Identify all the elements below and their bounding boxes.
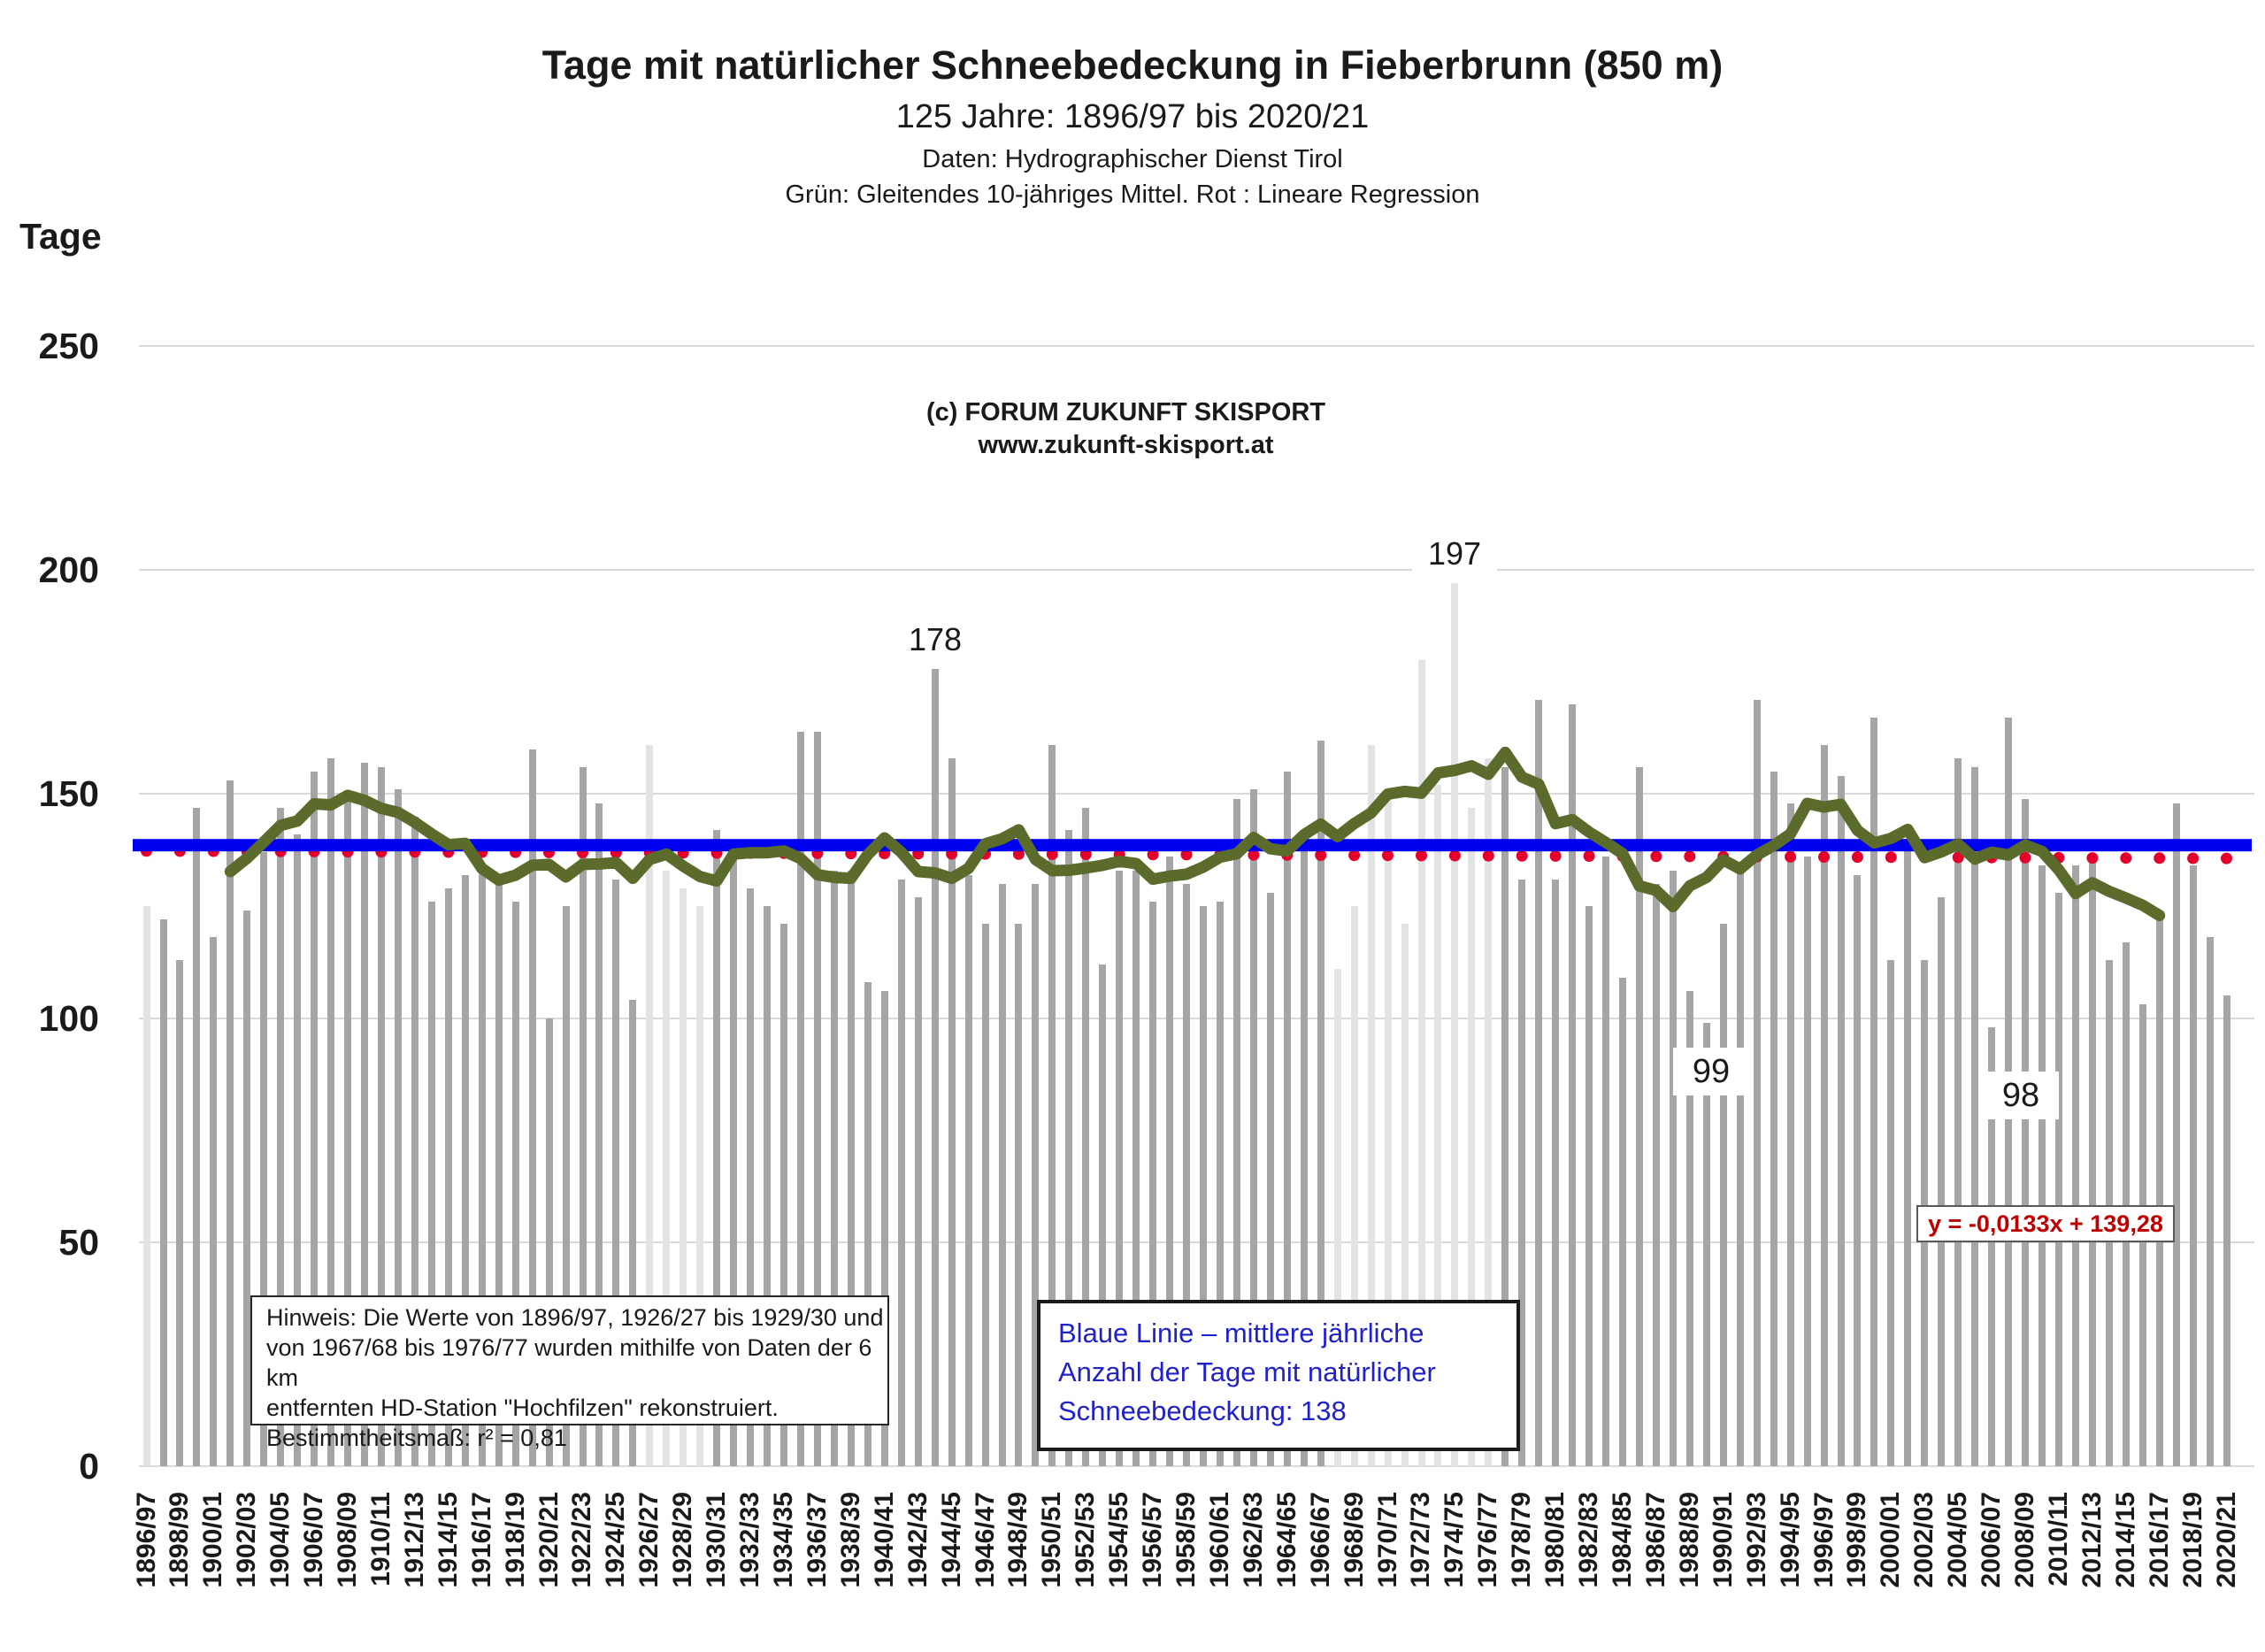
x-tick-label-1966/67: 1966/67 xyxy=(1305,1492,1335,1588)
note-line: Hinweis: Die Werte von 1896/97, 1926/27 bis 1929/30 und xyxy=(266,1304,884,1331)
bar-1992/93 xyxy=(1754,700,1761,1466)
bar-1899/00 xyxy=(193,808,200,1466)
x-tick-label-1926/27: 1926/27 xyxy=(634,1492,664,1588)
x-tick-label-1956/57: 1956/57 xyxy=(1138,1492,1168,1588)
bar-2017/18 xyxy=(2173,803,2180,1467)
note-box xyxy=(250,1295,889,1451)
regression-dot xyxy=(1114,849,1125,860)
bar-1897/98 xyxy=(160,919,167,1466)
x-tick-label-1898/99: 1898/99 xyxy=(165,1492,195,1588)
regression-dot xyxy=(543,847,555,858)
x-tick-label-1982/83: 1982/83 xyxy=(1574,1492,1604,1588)
bar-1984/85 xyxy=(1619,978,1626,1466)
regression-dot xyxy=(678,847,689,858)
x-tick-label-2008/09: 2008/09 xyxy=(2010,1492,2040,1588)
bar-1900/01 xyxy=(210,937,217,1466)
bar-1944/45 xyxy=(948,758,956,1466)
regression-dot xyxy=(2221,853,2232,864)
x-tick-label-1906/07: 1906/07 xyxy=(299,1492,329,1588)
bar-1943/44 xyxy=(932,669,939,1466)
x-tick-label-2016/17: 2016/17 xyxy=(2144,1492,2174,1588)
mean-line-legend-box xyxy=(1037,1300,1520,1451)
x-tick-label-1912/13: 1912/13 xyxy=(399,1492,429,1588)
annotation-178: 178 xyxy=(893,621,978,658)
copyright-url: www.zukunft-skisport.at xyxy=(978,431,1274,459)
x-tick-label-2010/11: 2010/11 xyxy=(2043,1492,2073,1587)
regression-dot xyxy=(1684,850,1695,862)
x-tick-label-2004/05: 2004/05 xyxy=(1943,1492,1973,1588)
regression-dot xyxy=(610,847,622,858)
annotation-98: 98 xyxy=(1983,1072,2059,1119)
x-tick-label-1978/79: 1978/79 xyxy=(1507,1492,1537,1588)
x-tick-label-1914/15: 1914/15 xyxy=(433,1492,463,1588)
x-tick-label-1968/69: 1968/69 xyxy=(1339,1492,1369,1588)
x-tick-label-1918/19: 1918/19 xyxy=(500,1492,530,1588)
x-tick-label-1976/77: 1976/77 xyxy=(1473,1492,1503,1588)
chart-subtitle: 125 Jahre: 1896/97 bis 2020/21 xyxy=(895,98,1370,135)
x-tick-label-1954/55: 1954/55 xyxy=(1104,1492,1134,1588)
regression-dot xyxy=(979,849,991,860)
page-title: Tage mit natürlicher Schneebedeckung in Fieberbrunn (850 m) xyxy=(541,42,1724,88)
x-tick-label-1932/33: 1932/33 xyxy=(735,1492,765,1588)
bar-2005/06 xyxy=(1971,767,1978,1466)
regression-dot xyxy=(476,847,488,858)
bar-1997/98 xyxy=(1838,776,1845,1466)
data-source-line: Daten: Hydrographischer Dienst Tirol xyxy=(922,145,1343,173)
regression-dot xyxy=(141,845,152,857)
copyright-block xyxy=(0,396,2252,462)
x-tick-label-1980/81: 1980/81 xyxy=(1540,1492,1570,1588)
regression-dot xyxy=(1986,852,1998,864)
regression-dot xyxy=(1148,849,1159,860)
regression-dot xyxy=(1214,849,1225,861)
x-tick-label-1938/39: 1938/39 xyxy=(835,1492,865,1588)
bar-1941/42 xyxy=(898,880,905,1466)
x-tick-label-1928/29: 1928/29 xyxy=(668,1492,698,1588)
legend-line: Schneebedeckung: 138 xyxy=(1058,1395,1347,1426)
bar-2011/12 xyxy=(2072,865,2079,1466)
bar-2014/15 xyxy=(2123,942,2130,1467)
legend-line: Anzahl der Tage mit natürlicher xyxy=(1058,1356,1436,1387)
note-line: entfernten HD-Station "Hochfilzen" rekonstruiert. xyxy=(266,1395,779,1421)
bar-2003/04 xyxy=(1938,897,1945,1466)
regression-dot xyxy=(242,846,253,857)
legend-line: Blaue Linie – mittlere jährliche xyxy=(1058,1318,1424,1348)
x-tick-label-1930/31: 1930/31 xyxy=(702,1492,732,1588)
regression-dot xyxy=(1885,851,1897,863)
x-tick-label-2000/01: 2000/01 xyxy=(1876,1492,1906,1588)
regression-dot xyxy=(1516,850,1528,862)
regression-dot xyxy=(2154,852,2165,864)
y-tick-label: 100 xyxy=(38,997,99,1039)
x-tick-label-1984/85: 1984/85 xyxy=(1607,1492,1637,1588)
bar-1991/92 xyxy=(1737,865,1744,1466)
regression-dot xyxy=(2120,852,2131,864)
regression-dot xyxy=(845,848,856,859)
bar-1995/96 xyxy=(1804,857,1811,1466)
regression-dot xyxy=(1650,850,1662,862)
x-tick-label-1988/89: 1988/89 xyxy=(1674,1492,1704,1588)
y-tick-label: 50 xyxy=(58,1221,99,1263)
regression-dot xyxy=(1584,850,1595,862)
regression-dot xyxy=(208,846,219,857)
bar-1987/88 xyxy=(1670,871,1677,1467)
x-tick-label-2006/07: 2006/07 xyxy=(1977,1492,2007,1588)
bar-1982/83 xyxy=(1586,906,1593,1466)
x-tick-label-1994/95: 1994/95 xyxy=(1775,1492,1805,1588)
x-tick-label-1944/45: 1944/45 xyxy=(936,1492,966,1588)
x-tick-label-1936/37: 1936/37 xyxy=(802,1492,832,1588)
regression-dot xyxy=(1181,849,1193,860)
gridline-y-150 xyxy=(139,793,2254,795)
x-tick-label-1946/47: 1946/47 xyxy=(970,1492,1000,1588)
regression-dot xyxy=(779,848,790,859)
annotation-197: 197 xyxy=(1412,535,1497,572)
mean-line xyxy=(133,839,2252,851)
x-tick-label-1904/05: 1904/05 xyxy=(265,1492,296,1588)
bar-2009/10 xyxy=(2038,865,2046,1466)
note-line: Bestimmtheitsmaß: r² = 0,81 xyxy=(266,1425,567,1451)
x-tick-label-1896/97: 1896/97 xyxy=(131,1492,161,1588)
x-tick-label-1948/49: 1948/49 xyxy=(1003,1492,1033,1588)
bar-1993/94 xyxy=(1770,772,1777,1466)
regression-dot xyxy=(879,848,890,859)
x-tick-label-1934/35: 1934/35 xyxy=(768,1492,798,1588)
x-tick-label-1970/71: 1970/71 xyxy=(1372,1492,1402,1588)
regression-dot xyxy=(1617,850,1629,862)
x-tick-label-2002/03: 2002/03 xyxy=(1909,1492,1939,1588)
regression-equation-label: y = -0,0133x + 139,28 xyxy=(1916,1205,2175,1242)
bar-1981/82 xyxy=(1569,704,1576,1466)
regression-dot xyxy=(2187,853,2199,864)
bar-1901/02 xyxy=(226,780,234,1466)
bar-2018/19 xyxy=(2190,865,2197,1466)
x-tick-label-1992/93: 1992/93 xyxy=(1741,1492,1771,1588)
x-tick-label-1924/25: 1924/25 xyxy=(601,1492,631,1588)
series-legend-line: Grün: Gleitendes 10-jähriges Mittel. Rot : Lineare Regression xyxy=(785,181,1480,209)
bar-2000/01 xyxy=(1887,960,1894,1466)
y-tick-label: 250 xyxy=(38,326,99,366)
bar-1990/91 xyxy=(1720,924,1727,1466)
bar-1985/86 xyxy=(1636,767,1643,1466)
bar-1947/48 xyxy=(999,884,1006,1466)
x-tick-label-1942/43: 1942/43 xyxy=(902,1492,933,1588)
x-tick-label-1972/73: 1972/73 xyxy=(1406,1492,1436,1588)
bar-1979/80 xyxy=(1535,700,1542,1466)
regression-dot xyxy=(1550,850,1562,862)
note-line: von 1967/68 bis 1976/77 wurden mithilfe von Daten der 6 km xyxy=(266,1334,872,1391)
x-tick-label-1900/01: 1900/01 xyxy=(198,1492,228,1588)
x-tick-label-2014/15: 2014/15 xyxy=(2110,1492,2140,1588)
copyright-text: (c) FORUM ZUKUNFT SKISPORT xyxy=(925,398,1326,426)
x-tick-label-1910/11: 1910/11 xyxy=(365,1492,395,1587)
bar-1942/43 xyxy=(915,897,922,1466)
x-tick-label-1940/41: 1940/41 xyxy=(869,1492,899,1588)
x-tick-label-2018/19: 2018/19 xyxy=(2177,1492,2207,1588)
x-tick-label-1986/87: 1986/87 xyxy=(1640,1492,1670,1588)
annotation-99: 99 xyxy=(1673,1048,1749,1095)
x-tick-label-1952/53: 1952/53 xyxy=(1071,1492,1101,1588)
bar-2012/13 xyxy=(2089,861,2096,1466)
regression-dot xyxy=(1717,851,1729,863)
x-tick-label-2020/21: 2020/21 xyxy=(2211,1492,2241,1588)
x-tick-label-1920/21: 1920/21 xyxy=(534,1492,564,1588)
bar-2001/02 xyxy=(1904,839,1911,1466)
bar-1898/99 xyxy=(176,960,183,1466)
x-tick-label-1908/09: 1908/09 xyxy=(333,1492,363,1588)
bar-1999/00 xyxy=(1870,718,1877,1466)
regression-dot xyxy=(2053,852,2064,864)
regression-dot xyxy=(442,847,454,858)
bar-1896/97 xyxy=(143,906,150,1466)
regression-dot xyxy=(510,847,521,858)
bar-2004/05 xyxy=(1954,758,1962,1466)
bar-1980/81 xyxy=(1552,880,1559,1466)
y-tick-label: 200 xyxy=(38,549,99,591)
regression-dot xyxy=(912,848,924,859)
x-tick-label-1958/59: 1958/59 xyxy=(1171,1492,1202,1588)
x-tick-label-1990/91: 1990/91 xyxy=(1708,1492,1738,1588)
x-tick-label-1960/61: 1960/61 xyxy=(1204,1492,1234,1588)
regression-dot xyxy=(1013,849,1025,860)
x-tick-label-1950/51: 1950/51 xyxy=(1037,1492,1067,1588)
bar-1994/95 xyxy=(1787,803,1794,1467)
x-tick-label-2012/13: 2012/13 xyxy=(2077,1492,2107,1588)
bar-1983/84 xyxy=(1602,857,1609,1466)
bar-1996/97 xyxy=(1821,745,1828,1466)
x-tick-label-1996/97: 1996/97 xyxy=(1808,1492,1839,1588)
bar-2020/21 xyxy=(2223,995,2230,1466)
bar-2008/09 xyxy=(2022,799,2029,1467)
x-tick-label-1998/99: 1998/99 xyxy=(1842,1492,1872,1588)
bar-2010/11 xyxy=(2055,893,2062,1466)
regression-dot xyxy=(745,848,756,859)
x-tick-label-1962/63: 1962/63 xyxy=(1238,1492,1268,1588)
y-axis-title: Tage xyxy=(19,216,102,257)
header xyxy=(0,39,2265,212)
gridline-y-250 xyxy=(139,345,2254,347)
x-tick-label-1922/23: 1922/23 xyxy=(567,1492,597,1588)
bar-2016/17 xyxy=(2156,919,2163,1466)
x-tick-label-1974/75: 1974/75 xyxy=(1440,1492,1470,1588)
bar-1998/99 xyxy=(1854,875,1861,1466)
regression-dot xyxy=(174,845,186,857)
y-tick-label: 150 xyxy=(38,773,99,815)
x-tick-label-1916/17: 1916/17 xyxy=(466,1492,496,1588)
bar-1986/87 xyxy=(1653,884,1660,1466)
bar-1945/46 xyxy=(965,875,972,1466)
bar-2019/20 xyxy=(2207,937,2214,1466)
x-tick-label-1964/65: 1964/65 xyxy=(1271,1492,1301,1588)
bar-1948/49 xyxy=(1015,924,1022,1466)
x-tick-label-1902/03: 1902/03 xyxy=(232,1492,262,1588)
gridline-y-200 xyxy=(139,569,2254,571)
regression-dot xyxy=(1919,851,1931,863)
y-tick-label: 0 xyxy=(79,1446,99,1487)
bar-1946/47 xyxy=(982,924,989,1466)
regression-dot xyxy=(1852,851,1863,863)
regression-dot xyxy=(1348,849,1360,861)
